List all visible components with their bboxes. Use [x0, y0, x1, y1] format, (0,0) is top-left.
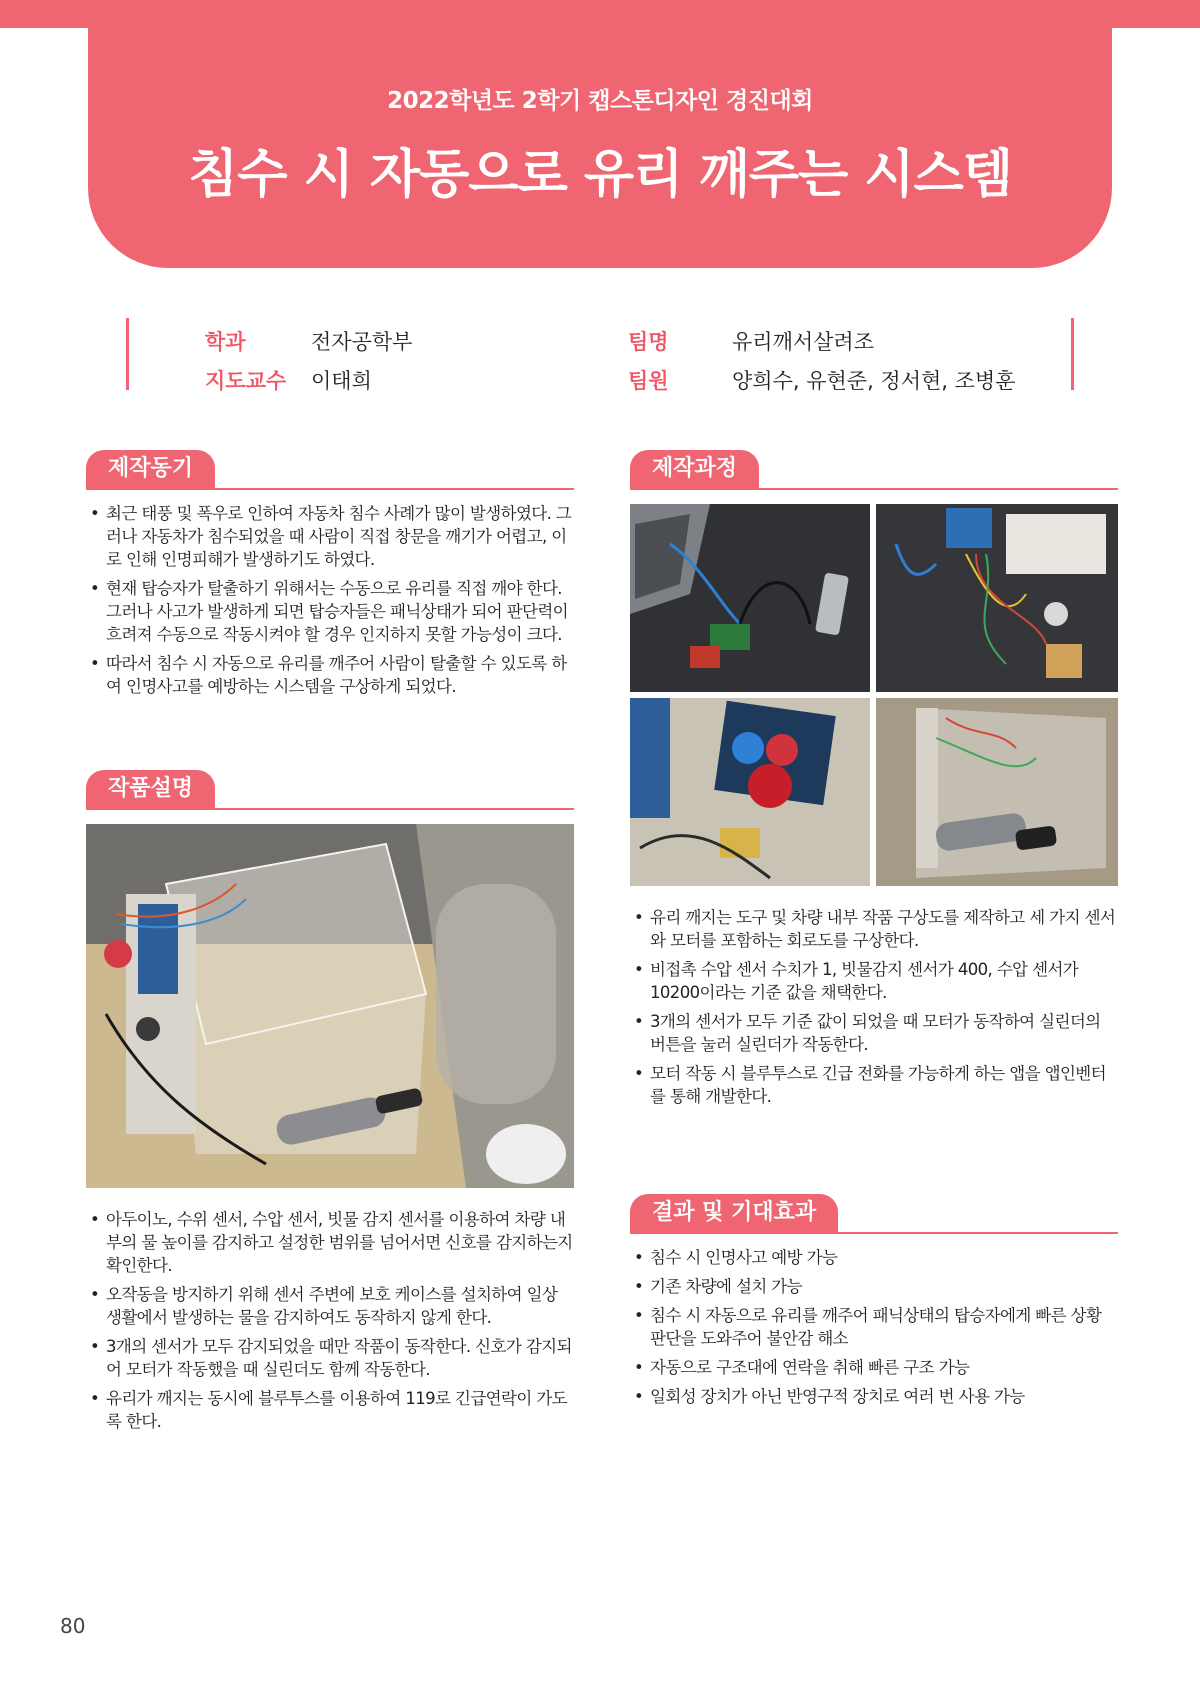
process-photo-4	[876, 698, 1118, 886]
process-photo-2	[876, 504, 1118, 692]
advisor-label: 지도교수	[205, 369, 287, 393]
results-list	[632, 1246, 1118, 1414]
list-item: • 일회성 장치가 아닌 반영구적 장치로 여러 번 사용 가능	[632, 1385, 1118, 1408]
list-item: • 유리 깨지는 도구 및 차량 내부 작품 구상도를 제작하고 세 가지 센서와 모터를 포함하는 회로도를 구상한다.	[632, 906, 1118, 952]
process-photo-1-illustration	[630, 504, 870, 692]
list-item: • 기존 차량에 설치 가능	[632, 1275, 1118, 1298]
motivation-list	[88, 502, 574, 704]
process-photo-1	[630, 504, 870, 692]
header-banner	[88, 0, 1112, 268]
list-item: • 현재 탑승자가 탈출하기 위해서는 수동으로 유리를 직접 깨야 한다. 그러나 사고가 발생하게 되면 탑승자들은 패닉상태가 되어 판단력이 흐려져 수동으로 작동시켜야 할 경우 인지하지 못할 가능성이 크다.	[88, 577, 574, 646]
description-heading: 작품설명	[86, 770, 215, 808]
results-heading: 결과 및 기대효과	[630, 1194, 838, 1232]
page-title: 침수 시 자동으로 유리 깨주는 시스템	[188, 145, 1012, 205]
contest-subtitle: 2022학년도 2학기 캡스톤디자인 경진대회	[387, 88, 813, 114]
team-label: 팀명	[628, 330, 669, 354]
list-item: • 오작동을 방지하기 위해 센서 주변에 보호 케이스를 설치하여 일상 생활에서 발생하는 물을 감지하여도 동작하지 않게 한다.	[88, 1283, 574, 1329]
list-item: • 아두이노, 수위 센서, 수압 센서, 빗물 감지 센서를 이용하여 차량 내부의 물 높이를 감지하고 설정한 범위를 넘어서면 신호를 감지하는지 확인한다.	[88, 1208, 574, 1277]
motivation-heading: 제작동기	[86, 450, 215, 488]
department-value: 전자공학부	[311, 330, 413, 354]
page-number: 80	[60, 1614, 86, 1638]
list-item: • 3개의 센서가 모두 기준 값이 되었을 때 모터가 동작하여 실린더의 버튼을 눌러 실린더가 작동한다.	[632, 1010, 1118, 1056]
process-section-header	[630, 450, 1118, 490]
list-item: • 유리가 깨지는 동시에 블루투스를 이용하여 119로 긴급연락이 가도록 한다.	[88, 1387, 574, 1433]
department-label: 학과	[205, 330, 246, 354]
list-item: • 모터 작동 시 블루투스로 긴급 전화를 가능하게 하는 앱을 앱인벤터를 통해 개발한다.	[632, 1062, 1118, 1108]
list-item: • 따라서 침수 시 자동으로 유리를 깨주어 사람이 탈출할 수 있도록 하여 인명사고를 예방하는 시스템을 구상하게 되었다.	[88, 652, 574, 698]
advisor-row	[205, 365, 372, 395]
motivation-section-header	[86, 450, 574, 490]
list-item: • 자동으로 구조대에 연락을 취해 빠른 구조 가능	[632, 1356, 1118, 1379]
results-section-header	[630, 1194, 1118, 1234]
process-photo-3	[630, 698, 870, 886]
list-item: • 비접촉 수압 센서 수치가 1, 빗물감지 센서가 400, 수압 센서가 10200이라는 기준 값을 채택한다.	[632, 958, 1118, 1004]
list-item: • 침수 시 인명사고 예방 가능	[632, 1246, 1118, 1269]
list-item: • 최근 태풍 및 폭우로 인하여 자동차 침수 사례가 많이 발생하였다. 그러나 자동차가 침수되었을 때 사람이 직접 창문을 깨기가 어렵고, 이로 인해 인명피해가 발생하기도 하였다.	[88, 502, 574, 571]
advisor-value: 이태희	[311, 369, 372, 393]
list-item: • 침수 시 자동으로 유리를 깨주어 패닉상태의 탑승자에게 빠른 상황 판단을 도와주어 불안감 해소	[632, 1304, 1118, 1350]
process-photo-3-illustration	[630, 698, 870, 886]
list-item: • 3개의 센서가 모두 감지되었을 때만 작품이 동작한다. 신호가 감지되어 모터가 작동했을 때 실린더도 함께 작동한다.	[88, 1335, 574, 1381]
team-value: 유리깨서살려조	[732, 330, 875, 354]
product-photo	[86, 824, 574, 1188]
team-row	[628, 326, 874, 356]
process-photo-4-illustration	[876, 698, 1118, 886]
members-value: 양희수, 유현준, 정서현, 조병훈	[732, 369, 1016, 393]
process-heading: 제작과정	[630, 450, 759, 488]
department-row	[205, 326, 412, 356]
product-photo-illustration	[86, 824, 574, 1188]
process-list	[632, 906, 1118, 1114]
members-row	[628, 365, 1015, 395]
description-section-header	[86, 770, 574, 810]
members-label: 팀원	[628, 369, 669, 393]
process-photo-2-illustration	[876, 504, 1118, 692]
description-list	[88, 1208, 574, 1439]
